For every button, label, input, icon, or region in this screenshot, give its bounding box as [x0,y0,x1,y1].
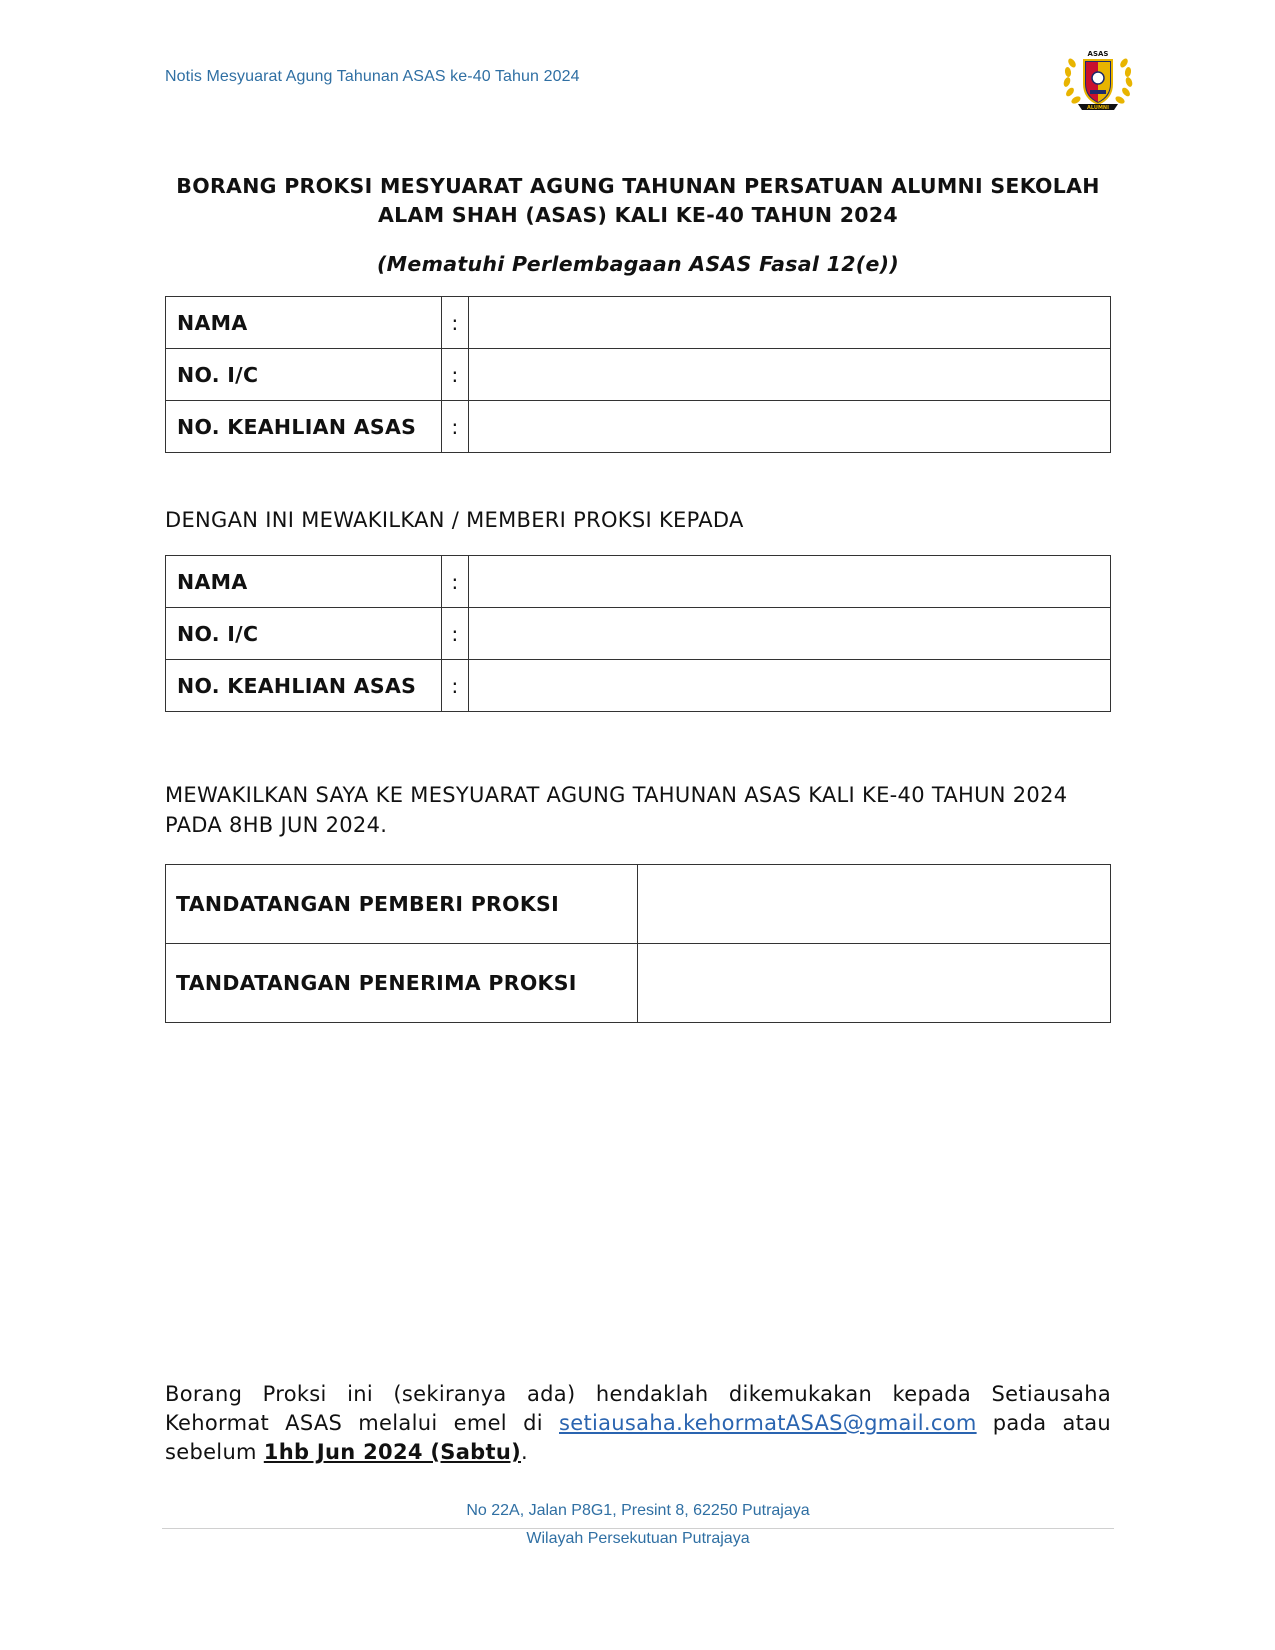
form-title-line1: BORANG PROKSI MESYUARAT AGUNG TAHUNAN PERSATUAN ALUMNI SEKOLAH [176,174,1100,198]
deadline-date: 1hb Jun 2024 (Sabtu) [263,1440,521,1464]
receiver-row-membership [166,660,1111,712]
statement-line2: PADA 8HB JUN 2024. [165,813,388,837]
note-text-part2: pada atau sebelum [165,1411,1111,1464]
proxy-receiver-table [165,555,1111,712]
giver-name-label: NAMA [166,297,442,349]
colon: : [442,401,469,453]
receiver-signature-label: TANDATANGAN PENERIMA PROKSI [166,944,638,1023]
signature-row-receiver [166,944,1111,1023]
receiver-row-nama [166,556,1111,608]
receiver-name-label: NAMA [166,556,442,608]
footer-address-line2: Wilayah Persekutuan Putrajaya [526,1530,750,1547]
giver-row-ic [166,349,1111,401]
signature-row-giver [166,865,1111,944]
note-text-part1: Borang Proksi ini (sekiranya ada) hendaklah dikemukakan kepada Setiausaha Kehormat ASAS melalui emel di [165,1382,1111,1435]
form-title [165,172,1111,230]
footer-divider [162,1528,1114,1529]
statement-line1: MEWAKILKAN SAYA KE MESYUARAT AGUNG TAHUNAN ASAS KALI KE-40 TAHUN 2024 [165,783,1068,807]
giver-ic-field[interactable] [469,349,1111,401]
footer-address-line1: No 22A, Jalan P8G1, Presint 8, 62250 Putrajaya [466,1502,810,1519]
statement-text [165,780,1111,840]
colon: : [442,660,469,712]
submission-note [165,1380,1111,1467]
colon: : [442,608,469,660]
asas-logo [1060,44,1136,114]
giver-row-nama [166,297,1111,349]
proxy-giver-table [165,296,1111,453]
receiver-ic-label: NO. I/C [166,608,442,660]
logo-top-text: ASAS [1087,50,1109,58]
colon: : [442,297,469,349]
receiver-ic-field[interactable] [469,608,1111,660]
signature-table [165,864,1111,1023]
form-title-line2: ALAM SHAH (ASAS) KALI KE-40 TAHUN 2024 [378,203,898,227]
receiver-row-ic [166,608,1111,660]
email-link[interactable]: setiausaha.kehormatASAS@gmail.com [559,1411,977,1435]
represent-text: DENGAN INI MEWAKILKAN / MEMBERI PROKSI KEPADA [165,508,744,532]
receiver-membership-label: NO. KEAHLIAN ASAS [166,660,442,712]
form-subtitle: (Mematuhi Perlembagaan ASAS Fasal 12(e)) [377,252,899,276]
giver-signature-label: TANDATANGAN PEMBERI PROKSI [166,865,638,944]
receiver-membership-field[interactable] [469,660,1111,712]
receiver-name-field[interactable] [469,556,1111,608]
giver-membership-field[interactable] [469,401,1111,453]
giver-membership-label: NO. KEAHLIAN ASAS [166,401,442,453]
giver-row-membership [166,401,1111,453]
giver-ic-label: NO. I/C [166,349,442,401]
colon: : [442,349,469,401]
logo-ribbon-text: ALUMNI [1087,105,1109,111]
colon: : [442,556,469,608]
receiver-signature-field[interactable] [638,944,1111,1023]
note-text-part3: . [521,1440,528,1464]
giver-name-field[interactable] [469,297,1111,349]
giver-signature-field[interactable] [638,865,1111,944]
page-header-title: Notis Mesyuarat Agung Tahunan ASAS ke-40 Tahun 2024 [165,68,580,85]
